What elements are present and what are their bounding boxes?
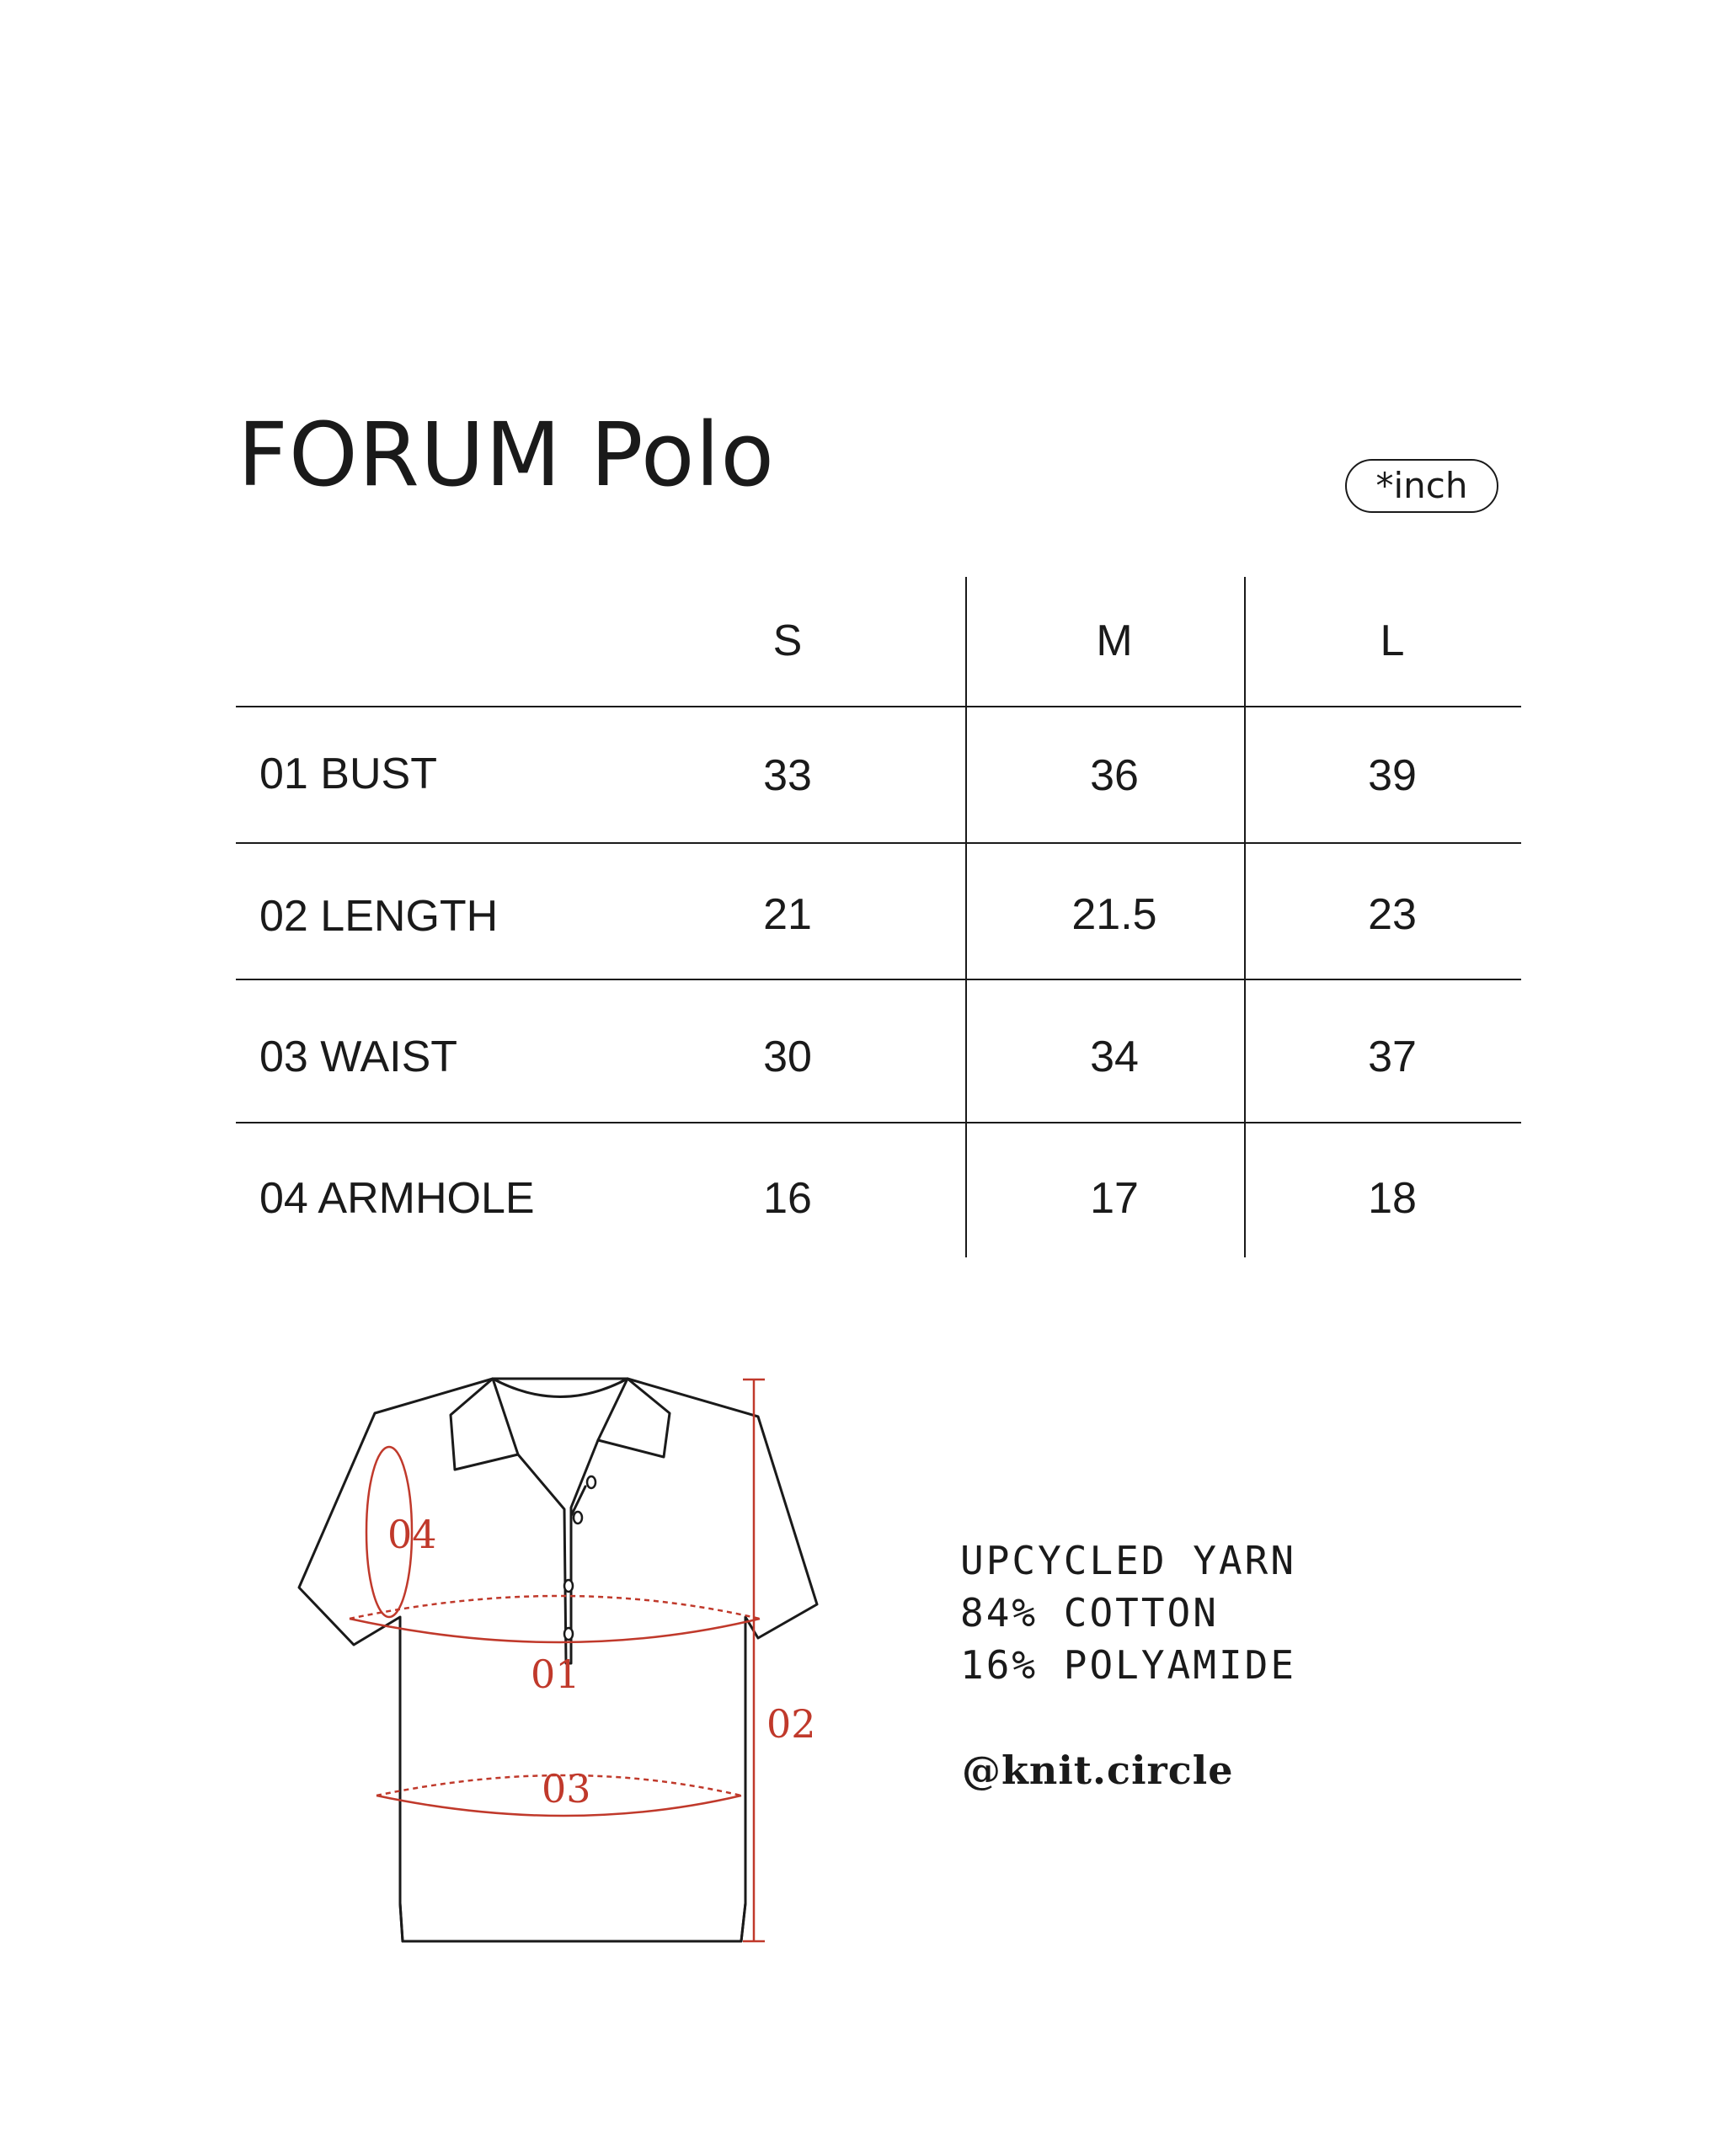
material-info <box>960 1534 1296 1691</box>
table-cell: 39 <box>1368 751 1417 800</box>
material-line: 84% COTTON <box>960 1590 1219 1636</box>
size-table <box>236 577 1521 1257</box>
size-header-s: S <box>772 616 803 665</box>
polo-hem-left <box>400 1903 403 1941</box>
row-label-armhole: 04 ARMHOLE <box>259 1174 535 1223</box>
table-cell: 34 <box>1090 1033 1139 1081</box>
polo-diagram <box>286 1364 842 1971</box>
material-line: UPCYCLED YARN <box>960 1538 1297 1583</box>
table-divider <box>236 706 1521 707</box>
table-divider <box>236 842 1521 844</box>
table-cell: 21 <box>763 890 812 939</box>
table-cell: 36 <box>1090 751 1139 800</box>
page-title: FORUM Polo <box>238 403 776 506</box>
table-cell: 30 <box>763 1033 812 1081</box>
table-cell: 37 <box>1368 1033 1417 1081</box>
polo-hem-right <box>741 1903 745 1941</box>
bust-measure-front <box>350 1619 760 1642</box>
table-cell: 18 <box>1368 1174 1417 1223</box>
table-divider <box>236 979 1521 980</box>
table-cell: 33 <box>763 751 812 800</box>
size-header-l: L <box>1380 616 1405 665</box>
polo-collar-left <box>451 1379 518 1470</box>
row-label-length: 02 LENGTH <box>259 892 499 941</box>
row-label-bust: 01 BUST <box>259 750 437 798</box>
bust-measure-back <box>350 1596 760 1619</box>
unit-badge: *inch <box>1345 459 1498 513</box>
marker-armhole: 04 <box>387 1512 437 1557</box>
size-header-m: M <box>1096 616 1133 665</box>
brand-handle: @knit.circle <box>962 1748 1234 1793</box>
polo-collar-right <box>598 1379 670 1457</box>
polo-neckline <box>493 1379 628 1397</box>
table-cell: 23 <box>1368 890 1417 939</box>
table-cell: 16 <box>763 1174 812 1223</box>
polo-button <box>564 1628 573 1640</box>
table-cell: 21.5 <box>1071 890 1157 939</box>
polo-button <box>587 1476 595 1488</box>
marker-bust: 01 <box>531 1652 580 1697</box>
material-line: 16% POLYAMIDE <box>960 1642 1297 1688</box>
polo-placket <box>518 1440 598 1663</box>
polo-button <box>564 1580 573 1592</box>
table-cell: 17 <box>1090 1174 1139 1223</box>
row-label-waist: 03 WAIST <box>259 1033 458 1081</box>
table-divider <box>236 1122 1521 1123</box>
marker-length: 02 <box>766 1701 816 1747</box>
marker-waist: 03 <box>542 1766 591 1812</box>
table-column-divider <box>1244 577 1246 1257</box>
table-column-divider <box>965 577 967 1257</box>
polo-button <box>574 1512 582 1524</box>
